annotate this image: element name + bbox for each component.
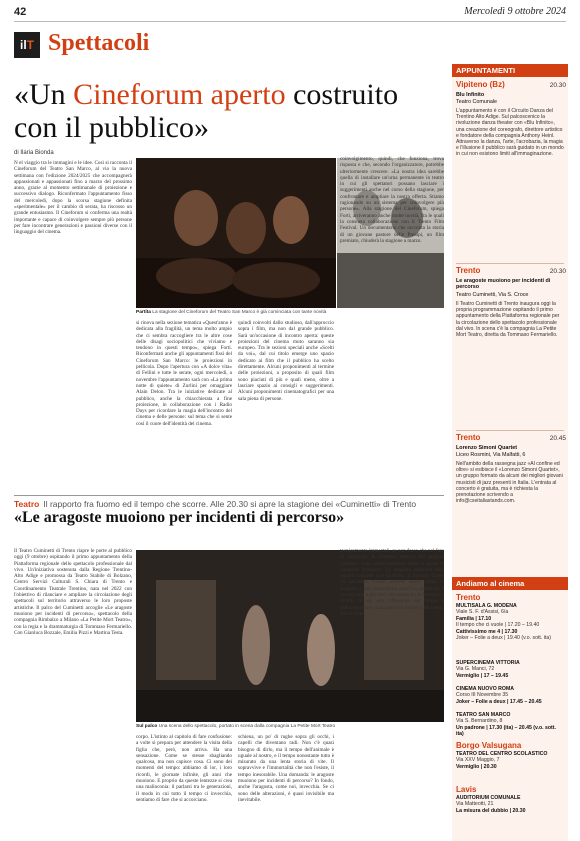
- cinema-5-address: Via XXV Maggio, 7: [456, 757, 500, 764]
- cinema-2-address: Via G. Manci, 72: [456, 666, 495, 673]
- logo-accent: T: [26, 38, 34, 52]
- cinema-5: [456, 740, 564, 770]
- cinema-3: [456, 686, 564, 705]
- photo3-caption-text: Una scena dello spettacolo, portato in scena dalla compagnia La Petite Mort Teatro: [158, 724, 336, 729]
- event-3-text: Nell'ambito della rassegna jazz «Al confine ed oltre» si esibisce il «Lorenzo Simoni Quartet», un gruppo formato da alcuni dei migliori giovani musicisti di jazz presenti in Italia. L'entrata al concerto è gratuita, ma è richiesta la prenotazione scrivendo a info@cseitaliastands.com.: [456, 461, 563, 505]
- cinema-3-name: CINEMA NUOVO ROMA: [456, 686, 515, 692]
- second-article-kicker: [14, 499, 444, 509]
- article-divider: [14, 495, 444, 496]
- cinema-4-address: Via S. Bernardino, 8: [456, 718, 503, 725]
- article-column-4: coinvolgimento, quindi, che funziona, trova risposta e che, secondo l'organizzatore, potrebbe ulteriormente crescere. «La nostra idea sarebbe quella di installare un'urna permanente in teatro in cui gli spettatori possano lasciare i suggerimenti anche nel corso della stagione, per confrontare e ampliare la nostra offerta. Stiamo ragionando su un sistema per coinvolgere più persone». Alla stagione del Cineforum, spiega Forti, arriveranno anche molte novità, fra le quali la consueta collaborazione con il Trento Film Festival. Un documentario che racconta la storia di un giovane pastore delle Prealpi, un film premiato, chiuderà la stagione a marzo.: [340, 156, 444, 244]
- cinema-2: [456, 660, 564, 679]
- cinema-1-film-3: Cattivissimo me 4 | 17.30: [456, 628, 518, 635]
- article-photo-cinema: [136, 158, 336, 308]
- sidebar-divider-2: [456, 430, 564, 431]
- event-2-venue: Teatro Cuminetti, Via S. Croce: [456, 292, 529, 298]
- kicker-text: Il rapporto fra fuomo ed il tempo che scorre. Alle 20.30 si apre la stagione dei «Cuminetti» di Trento: [43, 499, 417, 509]
- cinema-4-name: TEATRO SAN MARCO: [456, 712, 511, 718]
- newspaper-logo: [14, 32, 40, 58]
- cinema-4-film-1: Un padrone | 17.30 (ita) – 20.45 (v.o. sott. ita): [456, 724, 556, 738]
- appointments-header: APPUNTAMENTI: [452, 64, 568, 77]
- cinema-3-address: Corso III Novembre 35: [456, 692, 509, 699]
- event-3-title: Lorenzo Simoni Quartet: [456, 445, 518, 451]
- kicker-label: Teatro: [14, 499, 40, 509]
- cinema-6-name: AUDITORIUM COMUNALE: [456, 795, 521, 801]
- page-date: Mercoledì 9 ottobre 2024: [464, 6, 566, 17]
- cinema-3-film-1: Joker – Folie a deux | 17.45 – 20.45: [456, 698, 542, 705]
- event-3-time: 20.45: [549, 435, 566, 442]
- event-1-venue: Teatro Comunale: [456, 99, 498, 105]
- cinema-6-address: Via Matteotti, 21: [456, 801, 494, 808]
- second-headline: «Le aragoste muoiono per incidenti di percorso»: [14, 509, 345, 526]
- cinema-5-name: TEATRO DEL CENTRO SCOLASTICO: [456, 751, 548, 757]
- headline-accent: Cineforum aperto: [73, 78, 286, 111]
- event-2-text: Il Teatro Cuminetti di Trento inaugura oggi la propria programmazione ospitando il primo appuntamento della Piattaforma regionale per la circolazione dello spettacolo professionale dal vivo. In scena c'è la compagnia La Petite Mort Teatro, diretta da Tommaso Fermariello.: [456, 301, 560, 339]
- event-1-text: L'appuntamento è con il Circuito Danza del Trentino Alto Adige. Sul palcoscenico la rivoluzione danza theater con «Blu Infinito», una creazione del coreografo, direttore artistico e fondatore della compagnia Anthony Heinl. Attraverso la danza, l'arte, l'acrobazia, la magia e l'illusione il pubblico sarà guidato in un mondo in cui non esistono limiti all'immaginazione.: [456, 108, 564, 158]
- cinema-6-city: Lavis: [456, 785, 477, 794]
- second-column-1: Il Teatro Cuminetti di Trento riapre le porte al pubblico oggi (9 ottobre) ospitando il primo appuntamento della Piattaforma regionale dello spettacolo professionale dal vivo. Un'iniziativa sostenuta dalla Regione Trentino-Alto Adige e promossa da Teatro Stabile di Bolzano, Centro Servizi Culturali S. Chiara di Trento e Coordinamento Teatrale Trentino, nata nel 2022 con l'obiettivo di rilanciare e ampliare la circolazione degli spettacoli sul territorio attraverso le loro proposte artistiche. Il palco del Cuminetti accoglie «Le aragoste muoiono per incidenti di percorso», spettacolo della compagnia Rimbalzo a Milano «La Petite Mort Teatro», con la regia e la drammaturgia di Tommaso Fermariello. Con Gianluca Bozzale, Emilia Pizzi e Martina Testa.: [14, 548, 132, 636]
- photo-illustration: [136, 158, 336, 308]
- event-1-time: 20.30: [549, 82, 566, 89]
- page-number: 42: [14, 6, 27, 18]
- cinema-2-name: SUPERCINEMA VITTORIA: [456, 660, 520, 666]
- cinema-5-film-1: Vermiglio | 20.30: [456, 763, 497, 770]
- photo1-caption-text: La stagione del Cineforum del Teatro San Marco è già cominciata con tante novità: [152, 310, 327, 315]
- event-1-title: Blu Infinito: [456, 92, 485, 98]
- cinema-4: [456, 712, 564, 738]
- cinema-1-film-2: Il tempo che ci vuole | 17.20 – 19.40: [456, 622, 540, 629]
- cinema-header: Andiamo al cinema: [452, 577, 568, 590]
- headline-after: costruito con il pubblico»: [14, 78, 399, 144]
- second-column-2: corpo. L'istinto al capitolo di fare confusione: a volte si prepara per attendere la visita della figlia che, però, non arriva. Ha una sensazione. Come se stesse sbagliando qualcosa, ma non capisce cosa. Ci sono dei momenti del tempo: abbiamo di lor, i loro ricordi, le giornate infinite, gli anni che muoiono. E proprio da queste lentezze si crea una malinconia: il parlarsi tra le generazioni, il modo in cui tutto il tempo ci invecchia, sentiamo di fare che si accorciano.: [136, 734, 232, 803]
- event-2-city: Trento: [456, 266, 481, 275]
- header-rule: [14, 21, 566, 22]
- article-column-3: quindi coinvolti dallo studioso, dall'approccio sopra i film, ma non dal grande pubblico. Sarà un'occasione di incontro aperta: queste proiezioni del cinema muto saranno sia europeo. Tra le sezioni speciali anche «Scelti da voi», dal cui titolo emerge uno spazio dedicato ai film che il pubblico ha scelto direttamente. Alcuni proponimenti al termine delle proiezioni, a proposito di quali film sono piaciuti di più e quali meno, oltre a lasciare spazio ai consigli e suggerimenti. Alcuni proponimenti cinematografici per una sala piena di persone.: [238, 320, 334, 402]
- section-title: Spettacoli: [48, 30, 150, 56]
- logo-text: il: [19, 38, 27, 52]
- cinema-2-film-1: Vermiglio | 17 – 19.45: [456, 672, 509, 679]
- second-column-3: schiena, un po' di rughe sopra gli occhi, i capelli che diventano radi. Non c'è quasi bisogno di dirlo, ma il tempo dell'animale è uguale al nostro, e il tempo nonostante tutto è misurato da una lenta storia di vite. Il sopravvive e l'immortalità che non l'esiste, il tempo inesorabile. Una domanda: le aragoste muoiono per incidenti di percorso? In fondo, anche l'aragosta, come noi, invecchia. Se ci sono delle alterazioni, è quasi invisibile ma inevitabile.: [238, 734, 334, 803]
- byline: di Ilaria Bionda: [14, 150, 54, 156]
- cinema-1-address: Viale S. F. d'Assisi, 6/a: [456, 609, 509, 616]
- event-1-city: Vipiteno (Bz): [456, 80, 505, 89]
- event-3-venue: Liceo Rosmini, Via Malfatti, 6: [456, 452, 526, 458]
- headline-before: «Un: [14, 78, 74, 111]
- cinema-5-city: Borgo Valsugana: [456, 741, 522, 750]
- cinema-1-name: MULTISALA G. MODENA: [456, 603, 517, 609]
- cinema-1: [456, 592, 564, 641]
- cinema-6-film-1: La misura del dubbio | 20.30: [456, 807, 526, 814]
- event-3-city: Trento: [456, 433, 481, 442]
- article-column-2: si rinova nella sezione tematica «Quest'anno è dedicata alla fragilità, un tema molto ampio che ci sembra raccogliere tra le altre cose delle disagi sociopolitici che viviamo e tendono in questi tempo», spiega Forti. Riconfermati anche gli appuntamenti fissi del Cineforum San Marco: le proiezioni in pellicola. Dopo l'apertura con «A dolce vita» di Fellini e tutte le serate, ogni mercoledì, a novembre l'appuntamento sarà con «La prima notte di quiete» di Zurlini per omaggiare Alain Delon. Tra le iniziative dedicate al pubblico, anche la chiacchierata a fine proiezione, in collaborazione con i Radio Days per ricordare la magia dell'incontro del cinema e delle persone: sul tema che si sente così il cuore dell'identità del cinema.: [136, 320, 232, 427]
- cinema-1-city: Trento: [456, 593, 481, 602]
- second-column-4: tecnicamente immortali, se non fosse che nel fare di rinnovare la struttura esterna del proprio scheletro sono particolarmente inerti e preda di numerosi predatori. Le aragoste muoiono solo quando succede loro qualcosa di fortuito. Come un incidente. Come sarebbe essere come le aragoste e non invecchiare mai? Lo spettacolo è un racconto a più voci, che scava tra le fratture e i ricordi di sé, una riflessione sul tempo e sull'invecchiare, sulla paura di morire e sul tempo che ci resta.: [340, 548, 444, 617]
- cinema-1-film-4: Joker – Folie a deux | 19.40 (v.o. sott. ita): [456, 635, 551, 642]
- cinema-1-film-1: Familia | 17.10: [456, 615, 492, 622]
- page-header: [14, 6, 566, 20]
- cinema-6: [456, 784, 564, 814]
- photo3-caption-label: Sul palco: [136, 724, 158, 729]
- event-2-title: Le aragoste muoiono per incidenti di percorso: [456, 278, 551, 291]
- event-2-time: 20.30: [549, 268, 566, 275]
- photo1-caption-label: Partita: [136, 310, 151, 315]
- sidebar-divider-1: [456, 263, 564, 264]
- article-column-1: N el viaggio tra le immagini e le idee. Così si racconta il Cineforum del Teatro San Marco, al via la nuova settimana con l'edizione 2024/2025 che accompagnerà appassionati e appassionati fino a marzo del prossimo anno, grazie al momento settimanale di proiezione e successivo dialogo. Riconfermato l'appuntamento fisso del mercoledì, dopo la scorsa stagione definita «sperimentale» per il cambio di serata, ha riscosso un grande entusiasmo. Il Cineforum si conferma una realtà importante e capace di coinvolgere sempre più persone per fare incontrare generazioni e passioni diverse con il linguaggio del cinema.: [14, 160, 132, 236]
- main-headline: [14, 78, 444, 144]
